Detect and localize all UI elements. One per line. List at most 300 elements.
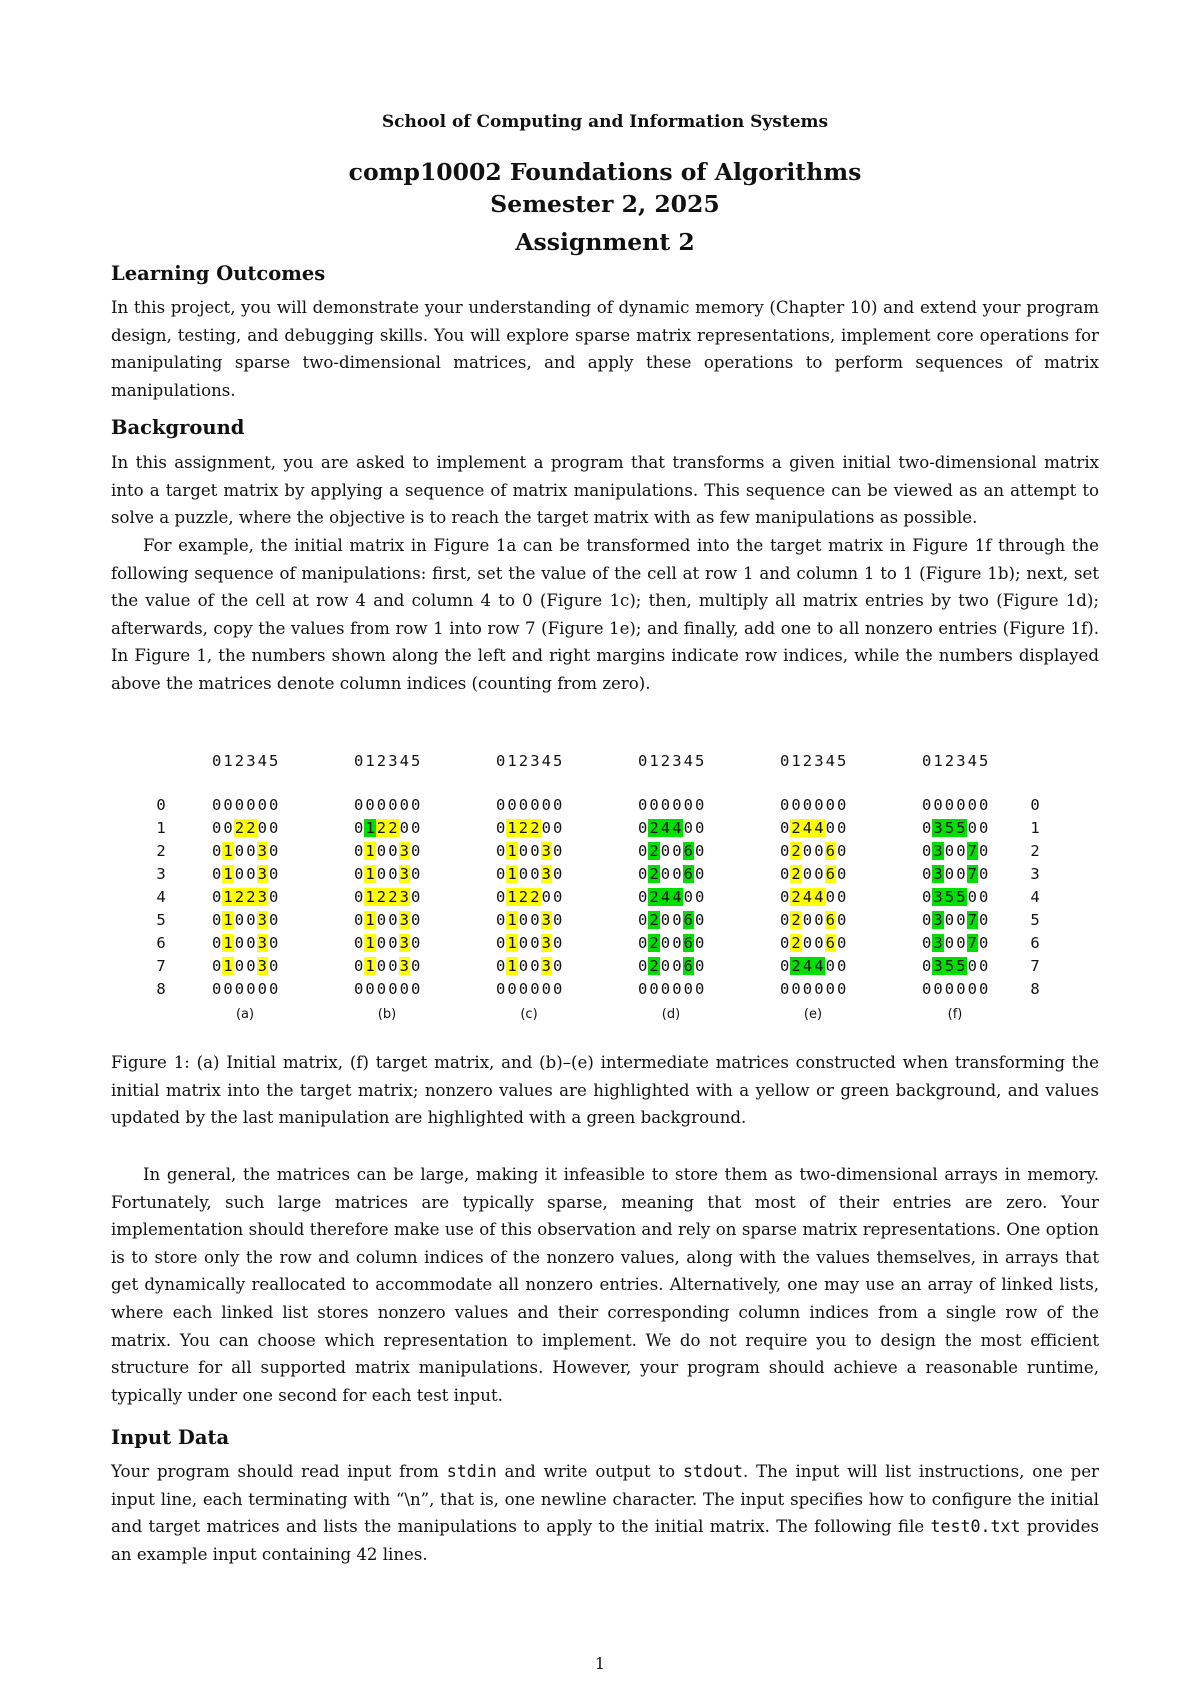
matrix-cell: 0	[802, 865, 813, 883]
matrix-cell: 3	[933, 911, 943, 929]
matrix-cell: 6	[683, 957, 693, 975]
matrix-cell: 0	[825, 888, 835, 906]
matrix-cell: 0	[978, 842, 989, 860]
matrix-cell: 0	[354, 842, 364, 860]
matrix-cell: 4	[814, 819, 824, 837]
matrix-cell: 0	[376, 980, 387, 998]
matrix-cell: 0	[410, 888, 421, 906]
matrix-cell: 0	[791, 980, 801, 998]
matrix-cell: 0	[638, 934, 648, 952]
matrix-cell: 0	[814, 865, 824, 883]
matrix-cell: 4	[814, 888, 824, 906]
matrix-cell: 0	[212, 796, 222, 814]
matrix-cell: 0	[530, 842, 540, 860]
matrix-cell: 0	[552, 842, 563, 860]
matrix-cell: 0	[541, 819, 551, 837]
matrix-cell: 0	[694, 980, 705, 998]
matrix-cell: 0	[518, 934, 529, 952]
page-number: 1	[594, 1654, 606, 1673]
matrix-cell: 0	[354, 888, 364, 906]
matrix-cell: 7	[967, 934, 977, 952]
matrix-cell: 0	[212, 819, 222, 837]
matrix-cell: 3	[399, 934, 409, 952]
matrix-cell: 0	[388, 911, 398, 929]
matrix-cell: 0	[944, 796, 955, 814]
matrix-cell: 0	[223, 980, 233, 998]
matrix-cell: 0	[246, 911, 256, 929]
matrix-cell: 0	[212, 957, 222, 975]
matrix-row-values	[779, 934, 847, 952]
matrix-cell: 0	[922, 888, 932, 906]
matrix-cell: 2	[246, 819, 256, 837]
input-text-2: and write output to	[496, 1462, 683, 1481]
subfigure-label: (a)	[235, 1007, 255, 1022]
matrix-row-values	[353, 911, 421, 929]
matrix-cell: 3	[933, 842, 943, 860]
matrix-cell: 0	[518, 842, 529, 860]
matrix-cell: 3	[933, 819, 943, 837]
matrix-cell: 0	[507, 980, 517, 998]
matrix-cell: 2	[649, 865, 659, 883]
matrix-row-values	[921, 819, 989, 837]
matrix-cell: 4	[802, 819, 813, 837]
matrix-cell: 3	[933, 888, 943, 906]
matrix-row-values	[211, 842, 279, 860]
matrix-cell: 0	[638, 819, 648, 837]
matrix-cell: 0	[978, 819, 989, 837]
row-index-right: 7	[1030, 957, 1040, 975]
matrix-cell: 1	[507, 842, 517, 860]
matrix-cell: 2	[518, 888, 529, 906]
matrix-cell: 3	[541, 957, 551, 975]
matrix-cell: 0	[814, 842, 824, 860]
matrix-cell: 0	[552, 819, 563, 837]
matrix-cell: 0	[234, 842, 245, 860]
matrix-cell: 6	[825, 842, 835, 860]
row-index-left: 0	[156, 796, 166, 814]
matrix-cell: 0	[257, 819, 267, 837]
matrix-row	[111, 980, 1099, 1003]
matrix-row-values	[211, 911, 279, 929]
matrix-cell: 0	[246, 842, 256, 860]
matrix-cell: 0	[638, 796, 648, 814]
subfigure-label: (c)	[520, 1007, 538, 1022]
matrix-row-values	[779, 957, 847, 975]
matrix-cell: 3	[399, 911, 409, 929]
matrix-cell: 0	[944, 980, 955, 998]
matrix-cell: 0	[978, 911, 989, 929]
stdin-code: stdin	[446, 1462, 497, 1481]
matrix-cell: 0	[365, 980, 375, 998]
matrix-cell: 0	[660, 957, 671, 975]
matrix-cell: 1	[365, 911, 375, 929]
matrix-row-values	[637, 934, 705, 952]
matrix-cell: 3	[541, 934, 551, 952]
matrix-cell: 0	[376, 796, 387, 814]
assignment-title: Assignment 2	[515, 228, 695, 256]
matrix-row-values	[353, 796, 421, 814]
matrix-cell: 0	[967, 957, 977, 975]
matrix-row-values	[779, 819, 847, 837]
matrix-row-values	[779, 911, 847, 929]
matrix-cell: 0	[496, 957, 506, 975]
matrix-cell: 0	[365, 796, 375, 814]
matrix-cell: 0	[933, 796, 943, 814]
matrix-cell: 0	[694, 934, 705, 952]
matrix-cell: 0	[354, 796, 364, 814]
matrix-cell: 3	[933, 957, 943, 975]
row-index-left: 4	[156, 888, 166, 906]
matrix-cell: 5	[944, 957, 955, 975]
subfigure-label: (f)	[947, 1007, 963, 1022]
matrix-cell: 1	[365, 819, 375, 837]
matrix-cell: 0	[967, 819, 977, 837]
figure-1	[111, 752, 1099, 1022]
matrix-row-values	[779, 796, 847, 814]
matrix-row	[111, 842, 1099, 865]
matrix-cell: 0	[780, 888, 790, 906]
matrix-cell: 0	[354, 957, 364, 975]
matrix-cell: 0	[922, 980, 932, 998]
matrix-cell: 2	[791, 934, 801, 952]
matrix-cell: 2	[649, 957, 659, 975]
matrix-row-values	[637, 842, 705, 860]
column-index-header: 0 1 2 3 4 5	[780, 752, 847, 770]
matrix-row-values	[637, 888, 705, 906]
matrix-cell: 4	[672, 888, 682, 906]
column-index-header: 0 1 2 3 4 5	[212, 752, 279, 770]
matrix-cell: 0	[496, 819, 506, 837]
matrix-cell: 0	[552, 911, 563, 929]
subfigure-label: (d)	[661, 1007, 681, 1022]
heading-learning-outcomes: Learning Outcomes	[111, 262, 326, 285]
matrix-cell: 2	[649, 911, 659, 929]
matrix-cell: 0	[660, 911, 671, 929]
matrix-cell: 0	[802, 980, 813, 998]
matrix-row-values	[495, 888, 563, 906]
matrix-row-values	[921, 911, 989, 929]
matrix-cell: 0	[814, 911, 824, 929]
matrix-cell: 3	[933, 934, 943, 952]
matrix-row-values	[779, 888, 847, 906]
matrix-cell: 0	[268, 865, 279, 883]
filename-code: test0.txt	[930, 1517, 1021, 1537]
matrix-cell: 0	[541, 796, 551, 814]
matrix-row-values	[495, 865, 563, 883]
matrix-cell: 2	[234, 819, 245, 837]
matrix-cell: 0	[836, 911, 847, 929]
matrix-cell: 3	[541, 911, 551, 929]
matrix-cell: 2	[791, 957, 801, 975]
matrix-cell: 0	[376, 934, 387, 952]
row-index-left: 1	[156, 819, 166, 837]
row-index-left: 8	[156, 980, 166, 998]
matrix-cell: 2	[518, 819, 529, 837]
matrix-cell: 0	[257, 796, 267, 814]
matrix-cell: 0	[922, 911, 932, 929]
matrix-cell: 0	[944, 842, 955, 860]
matrix-cell: 0	[388, 842, 398, 860]
matrix-cell: 3	[257, 865, 267, 883]
matrix-cell: 0	[552, 980, 563, 998]
matrix-cell: 3	[257, 957, 267, 975]
matrix-cell: 0	[388, 796, 398, 814]
matrix-cell: 2	[649, 842, 659, 860]
matrix-cell: 0	[978, 957, 989, 975]
column-index-header: 0 1 2 3 4 5	[354, 752, 421, 770]
matrix-cell: 0	[388, 934, 398, 952]
matrix-cell: 0	[836, 819, 847, 837]
matrix-cell: 0	[354, 819, 364, 837]
matrix-cell: 4	[802, 957, 813, 975]
matrix-cell: 0	[967, 980, 977, 998]
matrix-cell: 0	[780, 842, 790, 860]
matrix-cell: 0	[660, 842, 671, 860]
matrix-cell: 0	[410, 819, 421, 837]
matrix-cell: 2	[791, 911, 801, 929]
matrix-cell: 2	[649, 888, 659, 906]
row-index-right: 2	[1030, 842, 1040, 860]
matrix-cell: 0	[496, 865, 506, 883]
matrix-cell: 2	[791, 865, 801, 883]
matrix-cell: 1	[507, 957, 517, 975]
matrix-cell: 0	[638, 842, 648, 860]
matrix-row-values	[779, 842, 847, 860]
matrix-cell: 0	[967, 796, 977, 814]
subfigure-label: (e)	[803, 1007, 823, 1022]
input-data-text	[111, 1458, 1099, 1568]
matrix-cell: 0	[257, 980, 267, 998]
matrix-cell: 1	[507, 934, 517, 952]
matrix-row-values	[637, 980, 705, 998]
matrix-cell: 2	[649, 934, 659, 952]
matrix-cell: 0	[694, 957, 705, 975]
matrix-cell: 0	[694, 865, 705, 883]
row-index-right: 0	[1030, 796, 1040, 814]
matrix-cell: 0	[354, 980, 364, 998]
matrix-cell: 0	[780, 980, 790, 998]
matrix-cell: 6	[825, 934, 835, 952]
school-name: School of Computing and Information Systems	[381, 112, 829, 132]
matrix-cell: 0	[780, 911, 790, 929]
matrix-cell: 0	[814, 796, 824, 814]
matrix-cell: 3	[257, 842, 267, 860]
matrix-cell: 0	[672, 842, 682, 860]
course-title: comp10002 Foundations of Algorithms	[348, 158, 862, 186]
matrix-cell: 0	[660, 980, 671, 998]
matrix-cell: 0	[246, 865, 256, 883]
matrix-cell: 0	[780, 957, 790, 975]
matrix-cell: 0	[978, 980, 989, 998]
matrix-cell: 1	[223, 934, 233, 952]
matrix-cell: 0	[530, 796, 540, 814]
matrix-cell: 6	[825, 865, 835, 883]
matrix-cell: 0	[802, 796, 813, 814]
row-index-left: 2	[156, 842, 166, 860]
matrix-cell: 1	[507, 911, 517, 929]
heading-input-data: Input Data	[111, 1426, 230, 1449]
matrix-cell: 0	[552, 865, 563, 883]
matrix-cell: 0	[956, 865, 966, 883]
matrix-row-values	[211, 888, 279, 906]
matrix-cell: 0	[825, 957, 835, 975]
matrix-cell: 0	[399, 796, 409, 814]
matrix-cell: 0	[354, 865, 364, 883]
matrix-row-values	[353, 819, 421, 837]
matrix-cell: 0	[660, 934, 671, 952]
matrix-cell: 0	[956, 980, 966, 998]
matrix-row-values	[495, 911, 563, 929]
matrix-cell: 0	[638, 865, 648, 883]
matrix-row-values	[637, 957, 705, 975]
matrix-cell: 0	[354, 911, 364, 929]
matrix-cell: 0	[638, 957, 648, 975]
matrix-cell: 1	[223, 865, 233, 883]
matrix-row-values	[211, 934, 279, 952]
matrix-cell: 6	[683, 865, 693, 883]
matrix-cell: 0	[354, 934, 364, 952]
matrix-cell: 2	[791, 842, 801, 860]
row-index-left: 7	[156, 957, 166, 975]
matrix-cell: 1	[365, 865, 375, 883]
matrix-cell: 0	[246, 934, 256, 952]
matrix-cell: 0	[518, 957, 529, 975]
matrix-cell: 0	[836, 957, 847, 975]
column-index-header: 0 1 2 3 4 5	[638, 752, 705, 770]
matrix-cell: 0	[922, 865, 932, 883]
matrix-row-values	[921, 980, 989, 998]
matrix-cell: 0	[933, 980, 943, 998]
matrix-cell: 0	[234, 957, 245, 975]
matrix-cell: 0	[212, 934, 222, 952]
matrix-cell: 4	[672, 819, 682, 837]
matrix-cell: 0	[223, 819, 233, 837]
matrix-cell: 4	[814, 957, 824, 975]
matrix-cell: 0	[530, 934, 540, 952]
matrix-cell: 0	[507, 796, 517, 814]
matrix-cell: 0	[802, 911, 813, 929]
matrix-cell: 0	[268, 980, 279, 998]
matrix-cell: 0	[376, 911, 387, 929]
matrix-cell: 0	[814, 980, 824, 998]
matrix-cell: 0	[496, 796, 506, 814]
matrix-cell: 1	[365, 888, 375, 906]
matrix-row-values	[211, 980, 279, 998]
matrix-cell: 0	[836, 796, 847, 814]
heading-background: Background	[111, 416, 245, 439]
document-title	[111, 156, 1099, 258]
matrix-cell: 7	[967, 911, 977, 929]
matrix-cell: 0	[234, 934, 245, 952]
matrix-cell: 0	[212, 980, 222, 998]
matrix-row-values	[495, 957, 563, 975]
matrix-cell: 0	[836, 888, 847, 906]
matrix-cell: 0	[836, 980, 847, 998]
matrix-row	[111, 911, 1099, 934]
input-text-4: provides an example input containing 42 lines.	[111, 1517, 1099, 1564]
matrix-row-values	[211, 865, 279, 883]
semester-title: Semester 2, 2025	[490, 190, 720, 218]
matrix-row-values	[495, 934, 563, 952]
matrix-row-values	[921, 957, 989, 975]
matrix-row-values	[637, 911, 705, 929]
column-header-row	[111, 752, 1099, 775]
matrix-row-values	[211, 957, 279, 975]
column-index-header: 0 1 2 3 4 5	[922, 752, 989, 770]
matrix-cell: 0	[410, 980, 421, 998]
matrix-cell: 0	[944, 934, 955, 952]
matrix-cell: 2	[376, 819, 387, 837]
matrix-cell: 0	[638, 911, 648, 929]
matrix-cell: 3	[257, 911, 267, 929]
matrix-cell: 0	[268, 842, 279, 860]
figure-caption: Figure 1: (a) Initial matrix, (f) target matrix, and (b)–(e) intermediate matrices constructed when transforming the initial matrix into the target matrix; nonzero values are highlighted with a yellow or green background, and values updated by the last manipulation are highlighted with a green background.	[111, 1053, 1099, 1128]
matrix-cell: 0	[234, 865, 245, 883]
matrix-row-values	[211, 819, 279, 837]
matrix-cell: 0	[376, 865, 387, 883]
matrix-cell: 3	[399, 865, 409, 883]
matrix-cell: 0	[814, 934, 824, 952]
matrix-cell: 5	[956, 819, 966, 837]
matrix-cell: 0	[967, 888, 977, 906]
matrix-cell: 0	[694, 888, 705, 906]
matrix-cell: 0	[694, 842, 705, 860]
row-index-right: 8	[1030, 980, 1040, 998]
matrix-cell: 0	[268, 911, 279, 929]
matrix-cell: 0	[672, 865, 682, 883]
row-index-right: 1	[1030, 819, 1040, 837]
matrix-cell: 2	[791, 819, 801, 837]
matrix-cell: 0	[530, 911, 540, 929]
matrix-cell: 0	[530, 865, 540, 883]
matrix-cell: 0	[541, 888, 551, 906]
matrix-cell: 0	[649, 980, 659, 998]
matrix-cell: 0	[410, 865, 421, 883]
matrix-cell: 6	[825, 911, 835, 929]
matrix-cell: 2	[376, 888, 387, 906]
background-paragraph-2: For example, the initial matrix in Figure 1a can be transformed into the target matrix in Figure 1f through the following sequence of manipulations: first, set the value of the cell at row 1 and column 1 to 1 (Figure 1b); next, set the value of the cell at row 4 and column 4 to 0 (Figure 1c); then, multiply all matrix entries by two (Figure 1d); afterwards, copy the values from row 1 into row 7 (Figure 1e); and finally, add one to all nonzero entries (Figure 1f). In Figure 1, the numbers shown along the left and right margins indicate row indices, while the numbers displayed above the matrices denote column indices (counting from zero).	[111, 536, 1099, 693]
subfigure-label: (b)	[377, 1007, 397, 1022]
matrix-cell: 0	[552, 888, 563, 906]
matrix-row-values	[353, 842, 421, 860]
matrix-cell: 0	[978, 934, 989, 952]
matrix-cell: 0	[922, 957, 932, 975]
matrix-cell: 0	[234, 911, 245, 929]
matrix-cell: 1	[223, 911, 233, 929]
learning-outcomes-text: In this project, you will demonstrate your understanding of dynamic memory (Chapter 10) and extend your program design, testing, and debugging skills. You will explore sparse matrix representations, implement core operations for manipulating sparse two-dimensional matrices, and apply these operations to perform sequences of matrix manipulations.	[111, 298, 1099, 400]
matrix-cell: 0	[660, 796, 671, 814]
matrix-cell: 3	[399, 842, 409, 860]
matrix-cell: 0	[836, 934, 847, 952]
row-index-left: 6	[156, 934, 166, 952]
matrix-cell: 0	[672, 957, 682, 975]
matrix-cell: 0	[638, 980, 648, 998]
matrix-cell: 0	[825, 980, 835, 998]
row-index-right: 3	[1030, 865, 1040, 883]
matrix-cell: 0	[268, 796, 279, 814]
matrix-row-values	[353, 934, 421, 952]
matrix-cell: 0	[672, 980, 682, 998]
matrix-cell: 0	[672, 796, 682, 814]
input-text-1: Your program should read input from	[111, 1462, 447, 1481]
matrix-cell: 0	[268, 957, 279, 975]
matrix-cell: 6	[683, 934, 693, 952]
matrix-cell: 0	[410, 957, 421, 975]
matrix-cell: 5	[944, 888, 955, 906]
matrix-row-values	[921, 842, 989, 860]
matrix-cell: 0	[922, 934, 932, 952]
matrix-row	[111, 819, 1099, 842]
